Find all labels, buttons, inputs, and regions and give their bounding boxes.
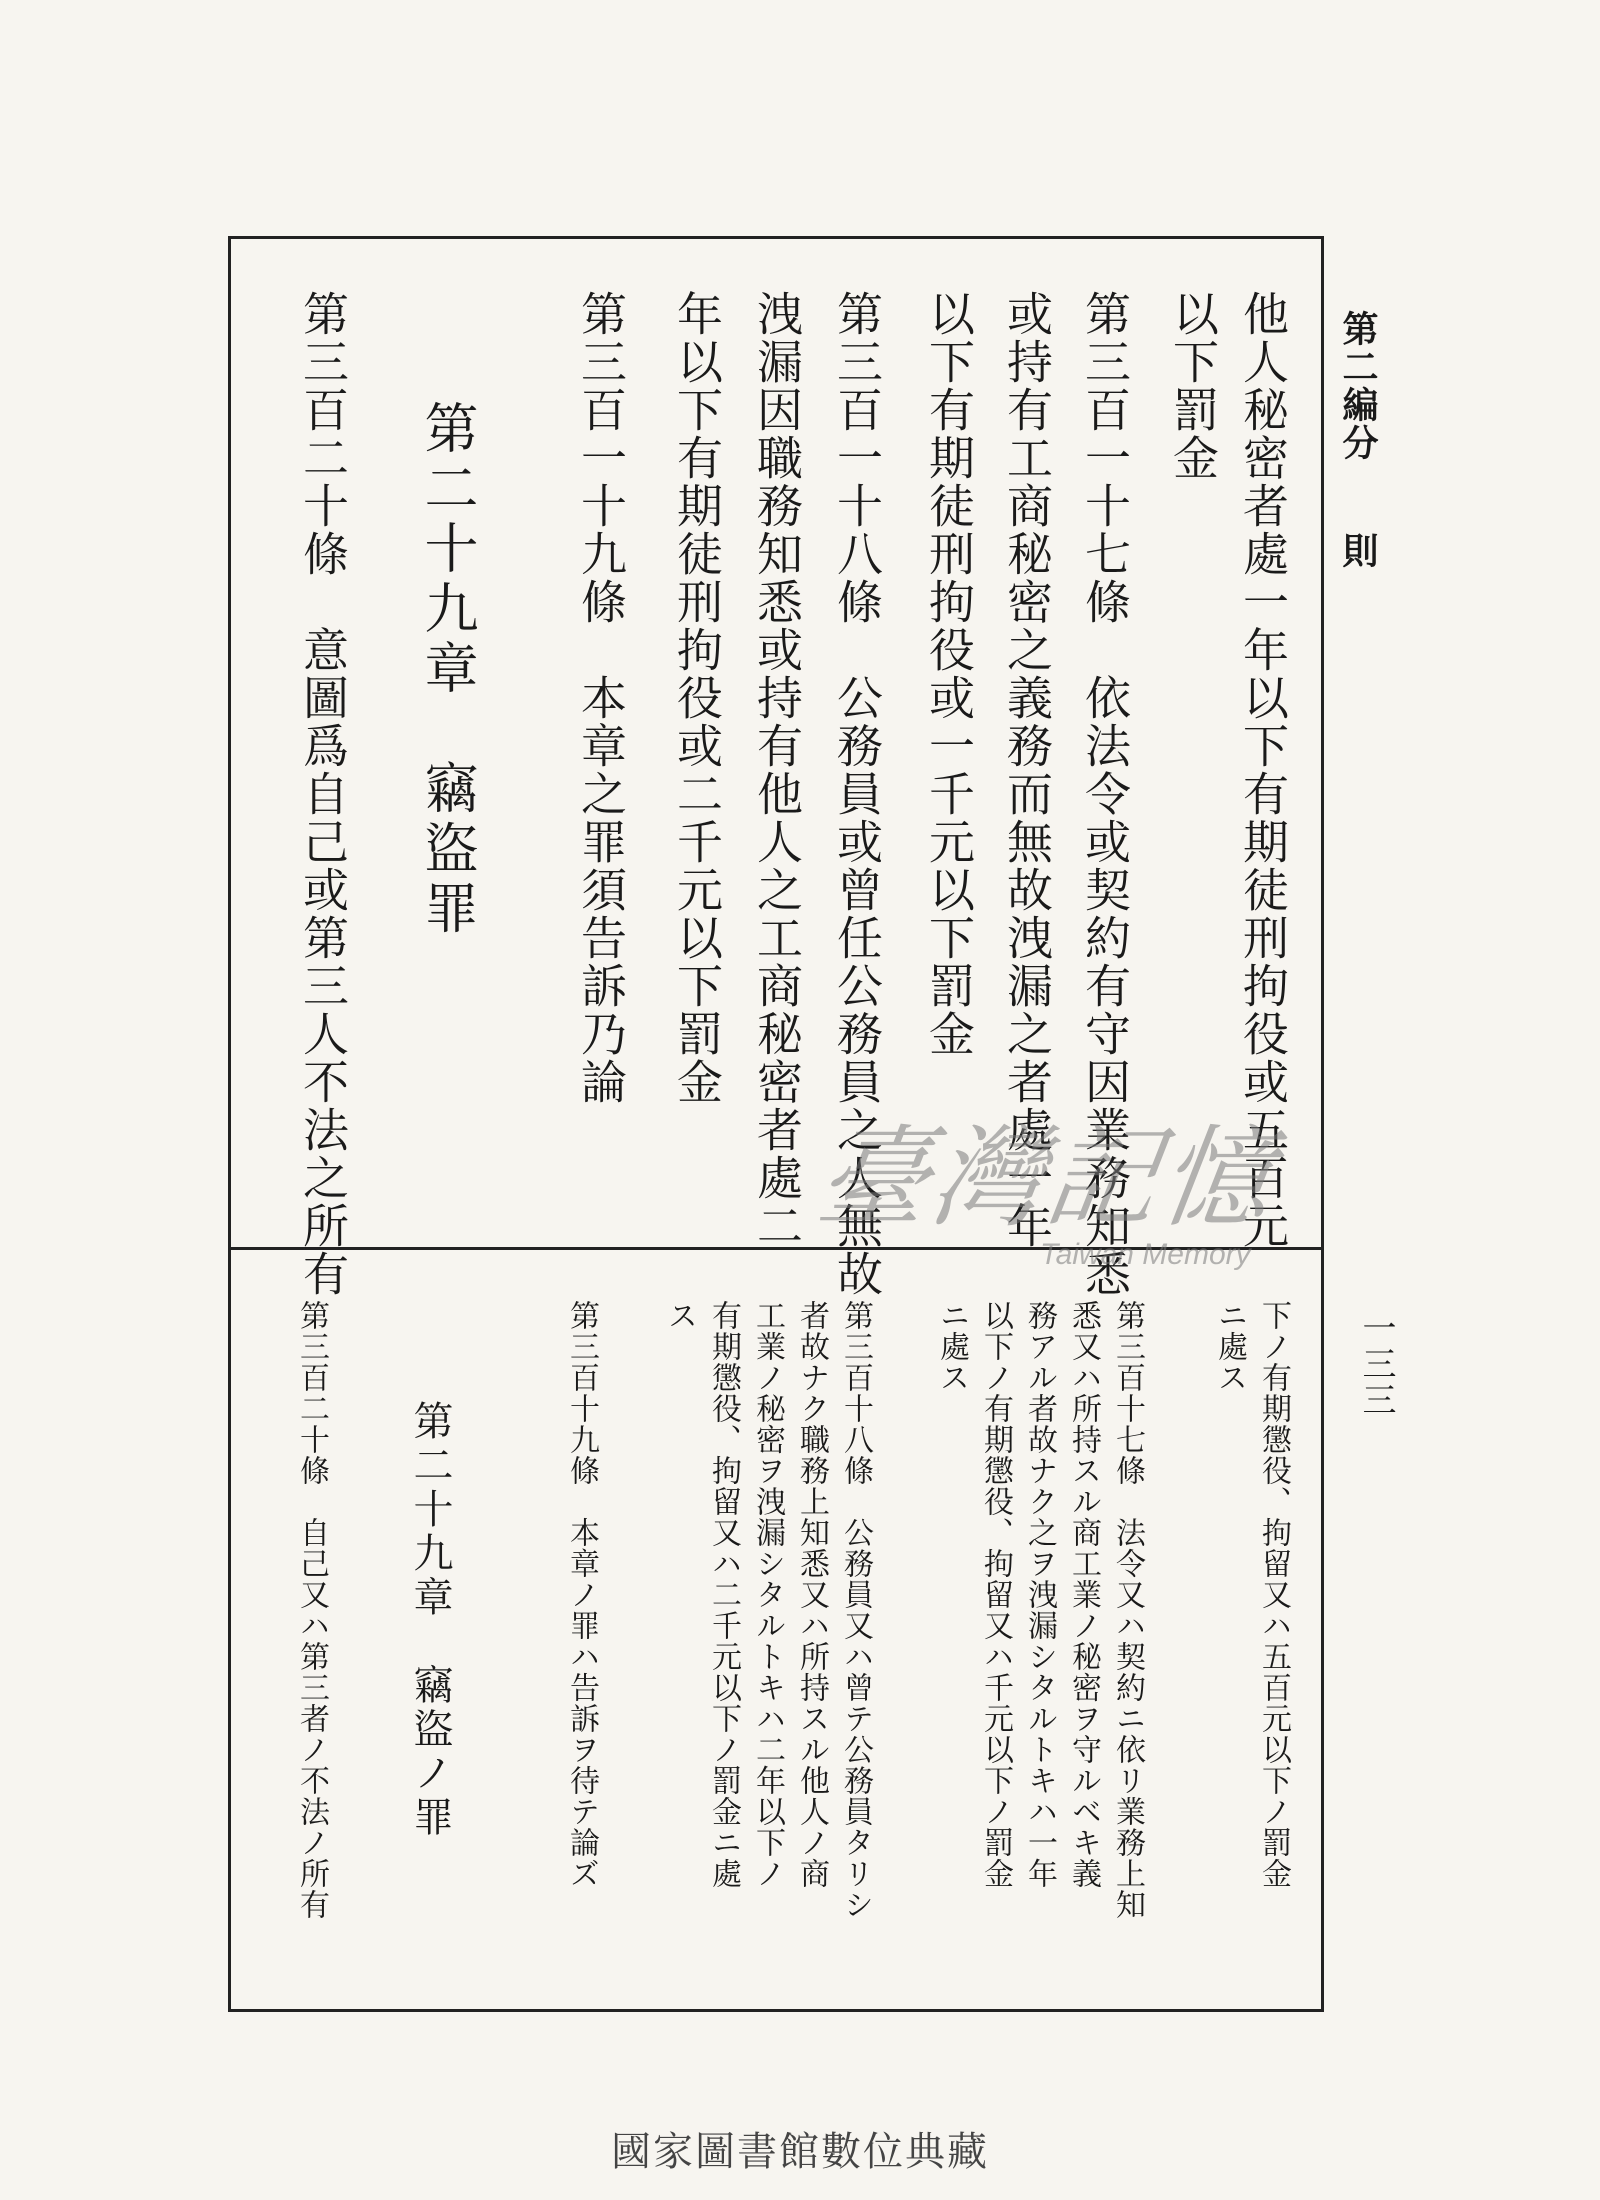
text-column: 者故ナク職務上知悉又ハ所持スル他人ノ商: [794, 1300, 829, 1889]
chapter-heading-ja: 第二十九章 竊盜ノ罪: [407, 1400, 453, 1840]
article-320-ja: 第三百二十條 自己又ハ第三者ノ不法ノ所有: [294, 1300, 329, 1920]
footer-credit: 國家圖書館數位典藏: [611, 2129, 989, 2175]
text-column: 或持有工商秘密之義務而無故洩漏之者處一年: [1000, 290, 1054, 1250]
text-column: 務アル者故ナク之ヲ洩漏シタルトキハ一年: [1022, 1300, 1057, 1889]
watermark-chinese: 臺灣記憶: [809, 1114, 1284, 1242]
article-318: 第三百一十八條 公務員或曾任公務員之人無故: [830, 290, 884, 1298]
text-column: 下ノ有期懲役、拘留又ハ五百元以下ノ罰金: [1256, 1300, 1291, 1889]
chapter-heading: 第二十九章 竊盜罪: [416, 400, 479, 940]
article-319: 第三百一十九條 本章之罪須告訴乃論: [574, 290, 628, 1106]
header-section: 分: [1337, 424, 1379, 462]
text-column: 以下有期徒刑拘役或一千元以下罰金: [922, 290, 976, 1058]
article-317: 第三百一十七條 依法令或契約有守因業務知悉: [1078, 290, 1132, 1298]
text-column: 以下罰金: [1166, 290, 1220, 482]
text-column: ニ處ス: [934, 1300, 969, 1393]
text-column: 以下ノ有期懲役、拘留又ハ千元以下ノ罰金: [978, 1300, 1013, 1889]
text-column: 洩漏因職務知悉或持有他人之工商秘密者處二: [750, 290, 804, 1250]
text-column: 有期懲役、拘留又ハ二千元以下ノ罰金ニ處: [706, 1300, 741, 1889]
watermark-english: Taiwan Memory: [1040, 1238, 1251, 1271]
page-number: 一三三: [1356, 1310, 1396, 1418]
header-volume: 第二編: [1337, 310, 1379, 424]
header-section-2: 則: [1337, 532, 1379, 570]
article-320: 第三百二十條 意圖爲自己或第三人不法之所有: [296, 290, 350, 1298]
watermark: [809, 1090, 1284, 1272]
text-column: 悉又ハ所持スル商工業ノ秘密ヲ守ルベキ義: [1066, 1300, 1101, 1889]
article-319-ja: 第三百十九條 本章ノ罪ハ告訴ヲ待テ論ズ: [564, 1300, 599, 1889]
text-column: ス: [662, 1300, 697, 1331]
text-column: 年以下有期徒刑拘役或二千元以下罰金: [670, 290, 724, 1106]
text-column: ニ處ス: [1212, 1300, 1247, 1393]
article-317-ja: 第三百十七條 法令又ハ契約ニ依リ業務上知: [1110, 1300, 1145, 1920]
text-column: 工業ノ秘密ヲ洩漏シタルトキハ二年以下ノ: [750, 1300, 785, 1889]
running-header: [1337, 310, 1379, 570]
text-column: 他人秘密者處一年以下有期徒刑拘役或五百元: [1236, 290, 1290, 1250]
article-318-ja: 第三百十八條 公務員又ハ曾テ公務員タリシ: [838, 1300, 873, 1920]
